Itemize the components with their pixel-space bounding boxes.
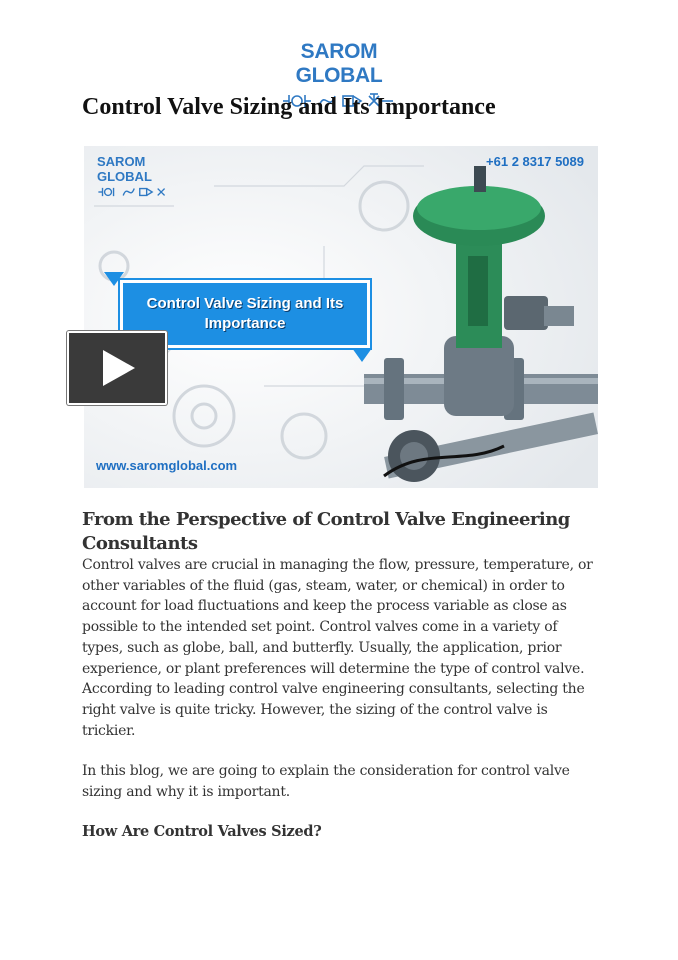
hero-valve-symbols-icon: [97, 185, 177, 199]
play-icon: [69, 333, 165, 403]
hero-website: www.saromglobal.com: [96, 458, 238, 473]
section-heading: From the Perspective of Control Valve Engineering Consultants: [82, 509, 570, 554]
hero-brand-name: SAROM GLOBAL: [97, 154, 152, 184]
hero-image: [84, 146, 598, 488]
paragraph-blog-purpose: In this blog, we are going to explain the consideration for control valve sizing and why it is important.: [82, 763, 570, 800]
brand-name: SAROM GLOBAL: [295, 40, 383, 87]
hero-brand-logo: [97, 154, 187, 203]
subheading-sizing: How Are Control Valves Sized?: [82, 823, 322, 840]
paragraph-intro: Control valves are crucial in managing the flow, pressure, temperature, or other variables of the fluid (gas, steam, water, or chemical) in order to account for load fluctuations and keep the process variable as close as possible to the intended set point. Control valves come in a variety of types, such as globe, ball, and butterfly. Usually, the application, prior experience, or plant preferences will determine the type of control valve. According to leading control valve engineering consultants, selecting the right valve is quite tricky. However, the sizing of the control valve is trickier.: [82, 557, 593, 739]
hero-phone-number: +61 2 8317 5089: [486, 154, 584, 169]
document-title: Control Valve Sizing and Its Importance: [82, 94, 496, 120]
video-play-button[interactable]: [67, 331, 167, 405]
brand-logo: [266, 40, 412, 92]
hero-banner-text: Control Valve Sizing and Its Importance: [146, 295, 344, 332]
